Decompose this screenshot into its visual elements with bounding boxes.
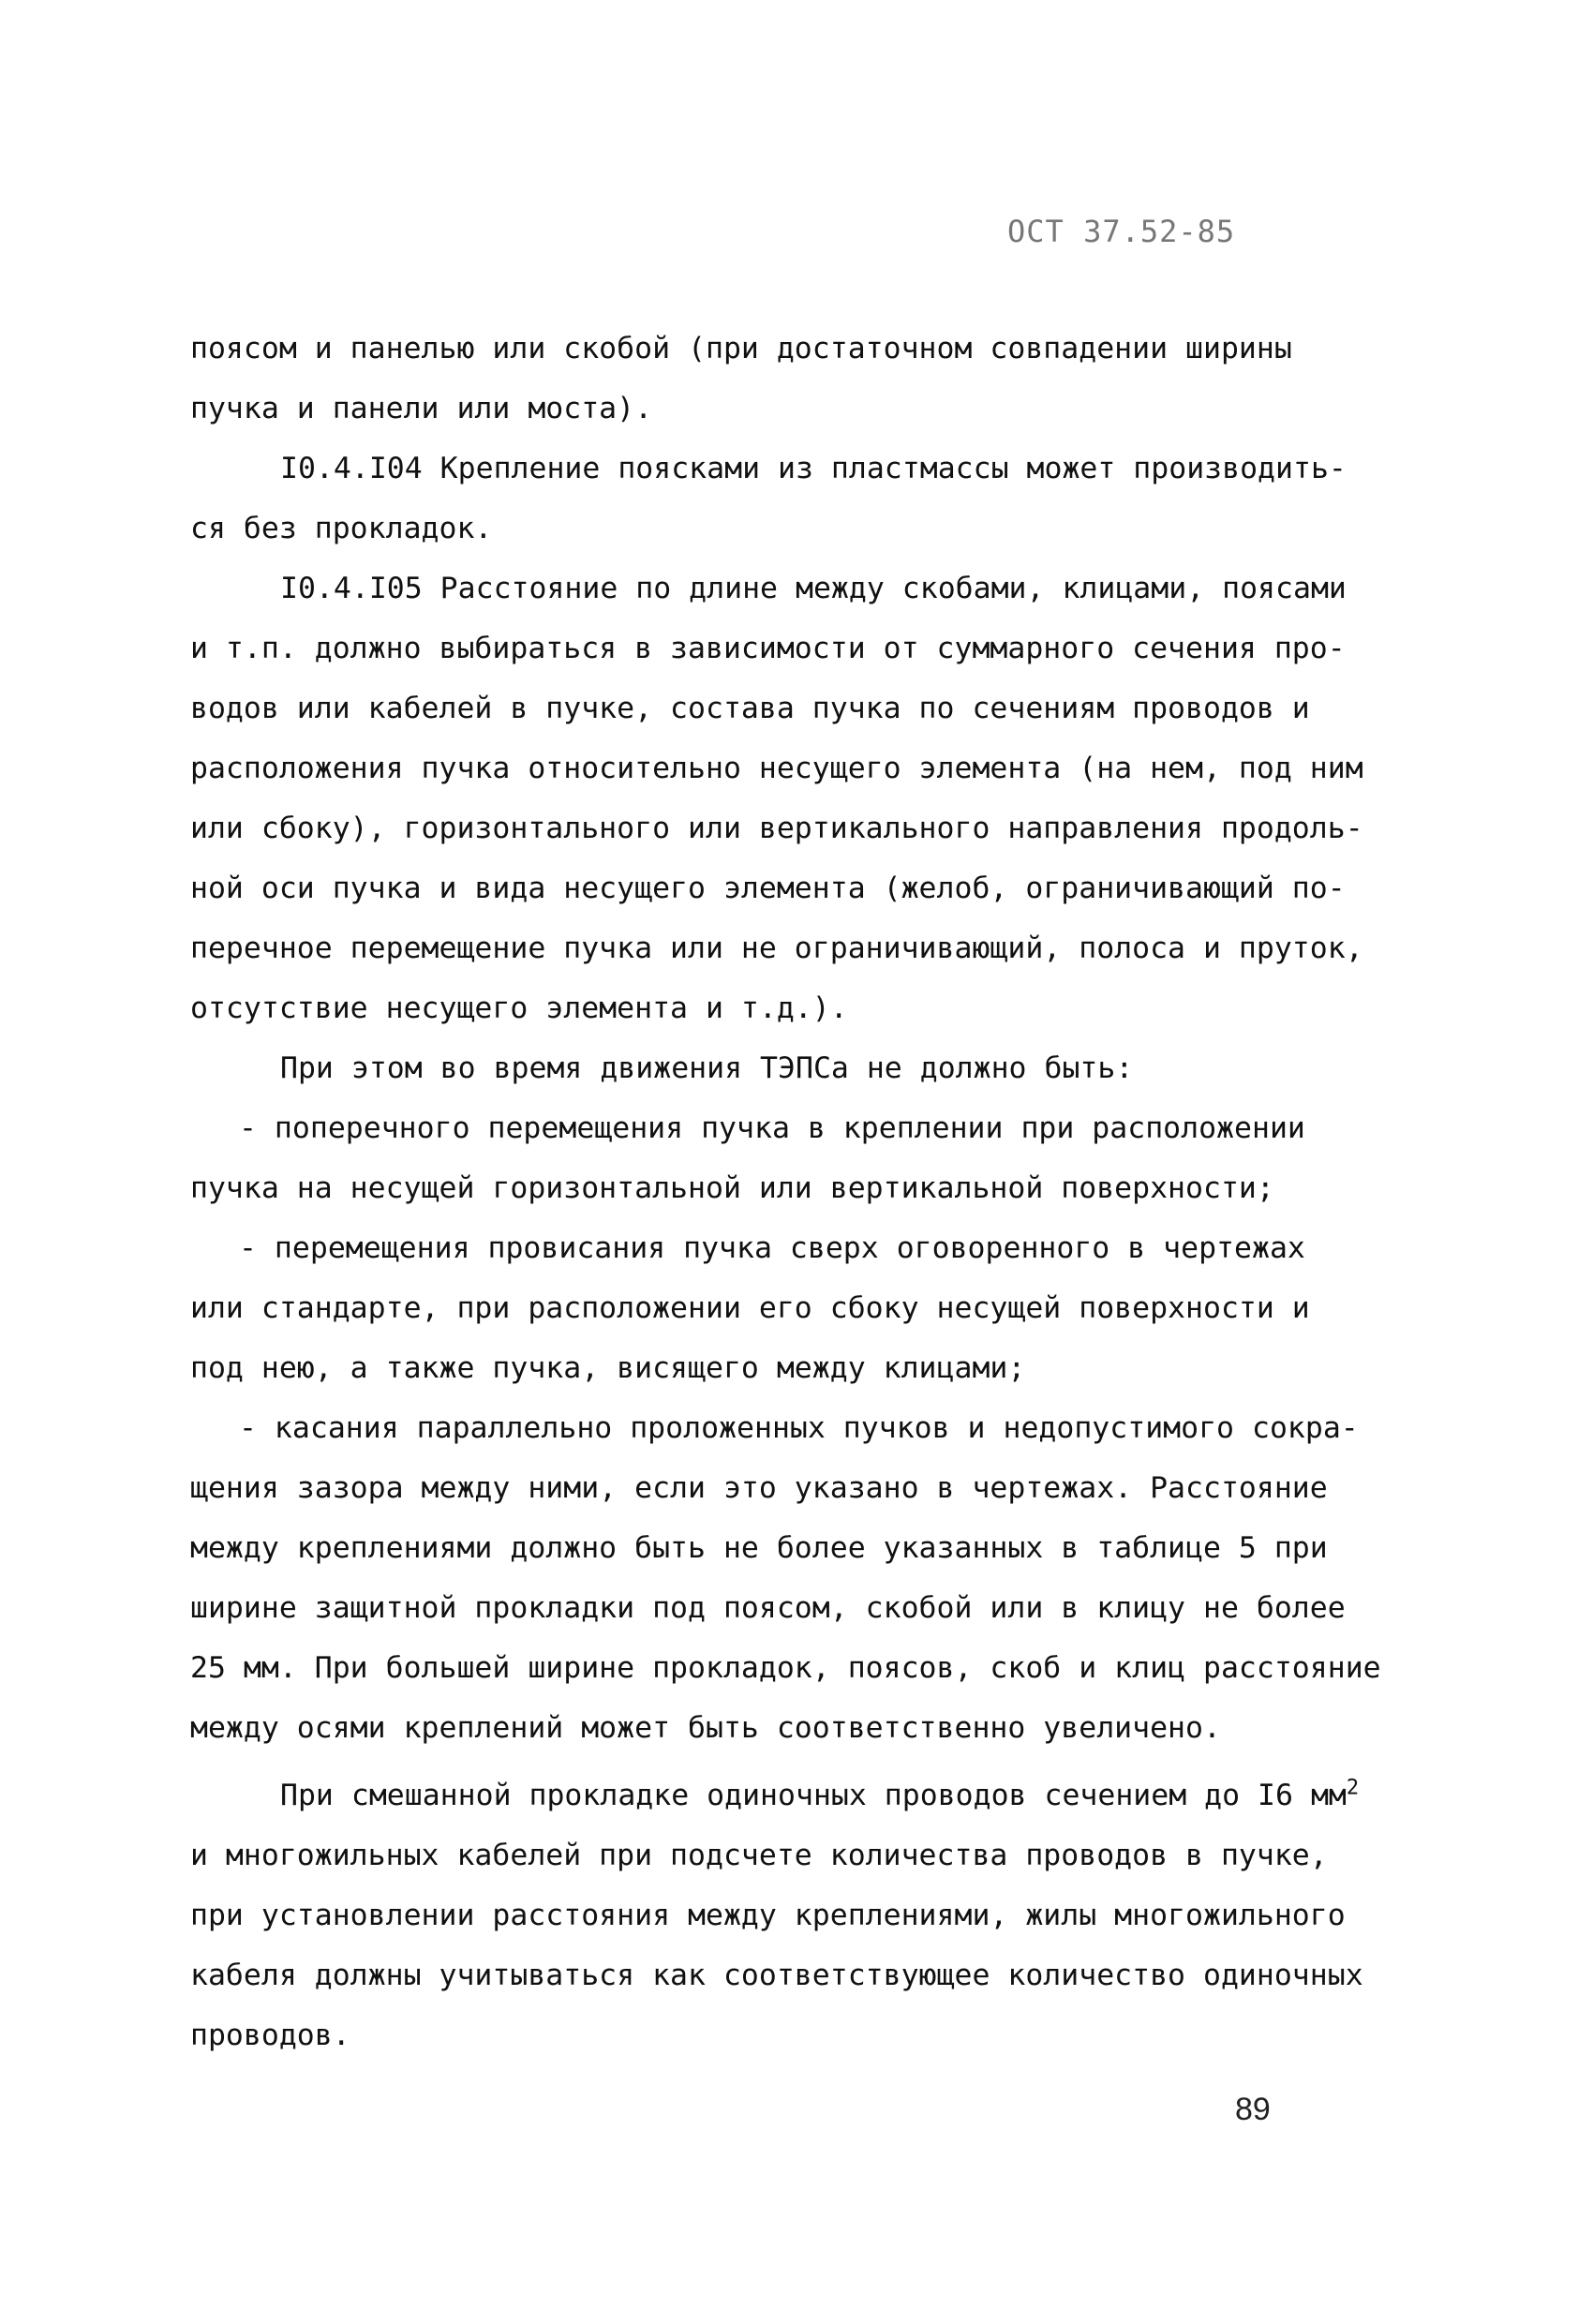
list-item-3: [190, 1398, 1427, 1758]
list-item-2: [190, 1218, 1427, 1398]
superscript-exponent: 2: [1346, 1776, 1360, 1800]
text-line: кабеля должны учитываться как соответствующее количество одиночных: [190, 1959, 1363, 1992]
text-line: - поперечного перемещения пучка в креплении при расположении: [239, 1111, 1305, 1145]
text-line: ширине защитной прокладки под поясом, скобой или в клицу не более: [190, 1591, 1346, 1625]
text-line: пучка и панели или моста).: [190, 392, 653, 425]
text-line: проводов.: [190, 2019, 350, 2052]
text-line: перечное перемещение пучка или не ограничивающий, полоса и пруток,: [190, 931, 1363, 965]
text-line: щения зазора между ними, если это указано в чертежах. Расстояние: [190, 1471, 1328, 1505]
text-line: водов или кабелей в пучке, состава пучка по сечениям проводов и: [190, 692, 1310, 725]
paragraph-5: [190, 1765, 1427, 2065]
text-line: I0.4.I04 Крепление поясками из пластмассы может производить-: [280, 452, 1347, 485]
text-line: При смешанной прокладке одиночных проводов сечением до I6 мм: [280, 1779, 1347, 1812]
text-line-with-superscript: [190, 1765, 1427, 1825]
text-line: пучка на несущей горизонтальной или вертикальной поверхности;: [190, 1171, 1274, 1205]
body-text: [190, 319, 1427, 2065]
text-line: между креплениями должно быть не более указанных в таблице 5 при: [190, 1531, 1328, 1565]
text-line: и т.п. должно выбираться в зависимости от суммарного сечения про-: [190, 632, 1346, 665]
text-line: I0.4.I05 Расстояние по длине между скобами, клицами, поясами: [280, 572, 1347, 605]
text-line: - касания параллельно проложенных пучков и недопустимого сокра-: [239, 1411, 1359, 1445]
paragraph-3: [190, 559, 1427, 1038]
page-number: 89: [1235, 2092, 1271, 2127]
text-line: при установлении расстояния между креплениями, жилы многожильного: [190, 1899, 1346, 1932]
text-line: или стандарте, при расположении его сбоку несущей поверхности и: [190, 1291, 1310, 1325]
paragraph-2: [190, 439, 1427, 559]
text-line: отсутствие несущего элемента и т.д.).: [190, 991, 848, 1025]
text-line: или сбоку), горизонтального или вертикального направления продоль-: [190, 812, 1363, 845]
list-item-1: [190, 1098, 1427, 1218]
text-line: поясом и панелью или скобой (при достаточном совпадении ширины: [190, 332, 1292, 365]
text-line: и многожильных кабелей при подсчете количества проводов в пучке,: [190, 1839, 1328, 1872]
paragraph-4: [190, 1038, 1427, 1098]
text-line: 25 мм. При большей ширине прокладок, поясов, скоб и клиц расстояние: [190, 1651, 1381, 1685]
text-line: При этом во время движения ТЭПСа не должно быть:: [280, 1051, 1134, 1085]
text-line: под нею, а также пучка, висящего между клицами;: [190, 1351, 1026, 1385]
text-line: расположения пучка относительно несущего элемента (на нем, под ним: [190, 752, 1363, 785]
text-line: - перемещения провисания пучка сверх оговоренного в чертежах: [239, 1231, 1305, 1265]
paragraph-1: [190, 319, 1427, 439]
text-line: ся без прокладок.: [190, 512, 493, 545]
document-code: ОСТ 37.52-85: [1007, 214, 1236, 249]
text-line: ной оси пучка и вида несущего элемента (желоб, ограничивающий по-: [190, 872, 1346, 905]
text-line: между осями креплений может быть соответственно увеличено.: [190, 1711, 1221, 1745]
